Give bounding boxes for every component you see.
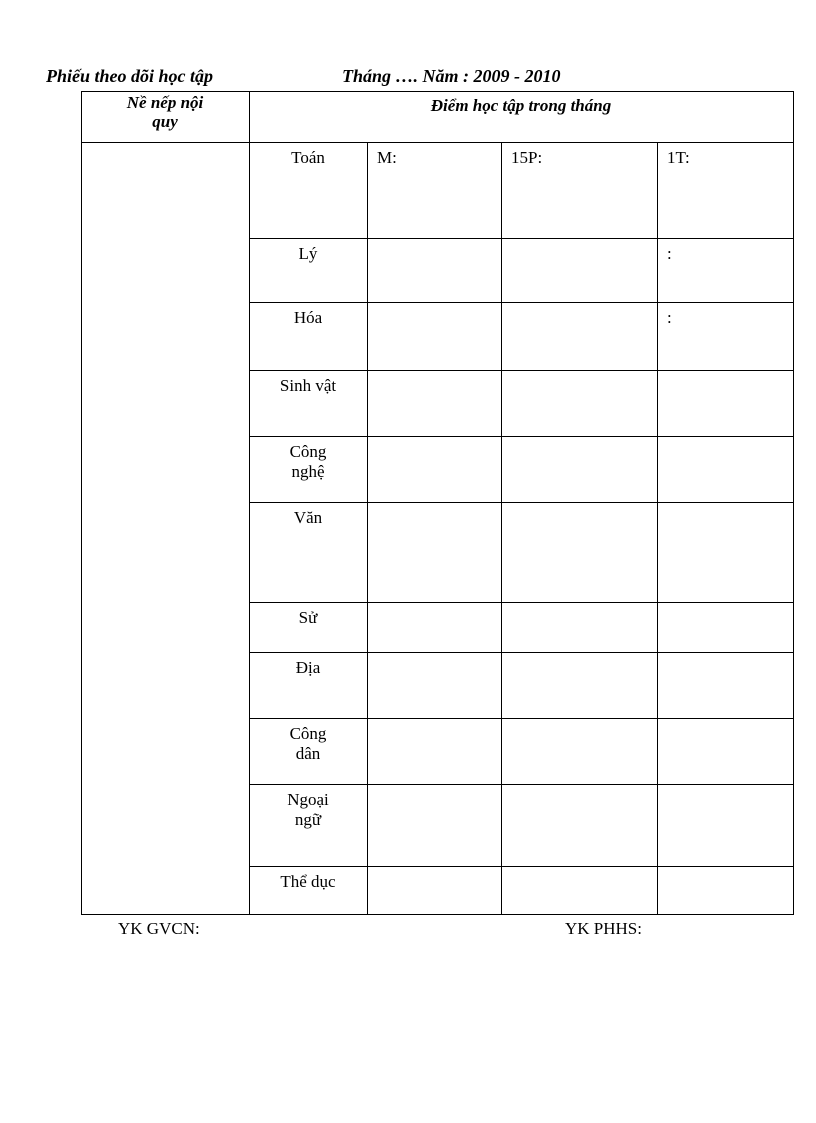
score-15p-cell[interactable] <box>511 308 655 368</box>
score-15p-cell[interactable] <box>511 608 655 650</box>
score-m-cell[interactable] <box>377 376 499 434</box>
score-1t-cell[interactable]: 1T: <box>667 148 690 167</box>
score-1t-cell[interactable]: : <box>667 244 672 263</box>
col2-header: Điểm học tập trong tháng <box>430 96 612 115</box>
subject-name <box>249 724 367 764</box>
table-row-divider <box>249 784 794 785</box>
score-m-cell[interactable] <box>377 442 499 500</box>
score-15p-cell[interactable] <box>511 376 655 434</box>
footer-phhs: YK PHHS: <box>565 919 642 938</box>
score-1t-cell[interactable] <box>667 724 791 782</box>
subject-name <box>249 872 367 892</box>
score-15p-cell[interactable] <box>511 872 655 912</box>
score-m-cell[interactable]: M: <box>377 148 397 167</box>
score-1t-cell[interactable] <box>667 790 791 864</box>
table-row-divider <box>249 718 794 719</box>
subject-name <box>249 658 367 678</box>
col1-header-line: Nề nếp nội <box>126 93 204 112</box>
subject-name <box>249 508 367 528</box>
score-15p-cell[interactable] <box>511 790 655 864</box>
score-15p-cell[interactable] <box>511 244 655 300</box>
subject-name-line: Hóa <box>293 308 323 327</box>
subject-name-line: Địa <box>295 658 321 677</box>
table-border-bottom <box>81 914 794 915</box>
subject-name-line: Thể dục <box>280 872 336 891</box>
score-m-cell[interactable] <box>377 508 499 600</box>
subject-name <box>249 148 367 168</box>
subject-name-line: Toán <box>291 148 325 167</box>
table-divider-col2 <box>367 142 368 915</box>
table-row-divider <box>249 436 794 437</box>
subject-name-line: Sinh vật <box>279 376 337 395</box>
subject-name-line: dân <box>295 744 321 763</box>
score-15p-cell[interactable] <box>511 724 655 782</box>
score-1t-cell[interactable]: : <box>667 308 672 327</box>
table-row-divider <box>249 602 794 603</box>
score-m-cell[interactable] <box>377 872 499 912</box>
subject-name <box>249 442 367 482</box>
score-15p-cell[interactable] <box>511 508 655 600</box>
score-15p-cell[interactable]: 15P: <box>511 148 543 167</box>
subject-name-line: Công <box>289 724 327 743</box>
score-m-cell[interactable] <box>377 724 499 782</box>
score-m-cell[interactable] <box>377 244 499 300</box>
score-m-cell[interactable] <box>377 608 499 650</box>
footer-gvcn: YK GVCN: <box>118 919 200 938</box>
score-15p-cell[interactable] <box>511 658 655 716</box>
subject-name-line: Ngoại <box>287 790 329 809</box>
subject-name-line: Lý <box>298 244 318 263</box>
col1-header <box>81 93 249 131</box>
subject-name-line: Sử <box>298 608 318 627</box>
table-row-divider <box>249 370 794 371</box>
table-border-right <box>793 91 794 915</box>
score-1t-cell[interactable] <box>667 442 791 500</box>
table-divider-col4 <box>657 142 658 915</box>
table-divider-col3 <box>501 142 502 915</box>
subject-name <box>249 790 367 830</box>
score-1t-cell[interactable] <box>667 376 791 434</box>
score-m-cell[interactable] <box>377 658 499 716</box>
subject-name-line: ngữ <box>294 810 322 829</box>
subject-name <box>249 244 367 264</box>
col1-header-line: quy <box>152 112 178 131</box>
table-row-divider <box>249 866 794 867</box>
header-right: Tháng …. Năm : 2009 - 2010 <box>342 66 561 86</box>
score-m-cell[interactable] <box>377 308 499 368</box>
score-1t-cell[interactable] <box>667 608 791 650</box>
score-1t-cell[interactable] <box>667 872 791 912</box>
table-header-divider <box>81 142 794 143</box>
score-m-cell[interactable] <box>377 790 499 864</box>
table-row-divider <box>249 302 794 303</box>
score-1t-cell[interactable] <box>667 508 791 600</box>
subject-name <box>249 308 367 328</box>
table-border-left <box>81 91 82 915</box>
header-left: Phiếu theo dõi học tập <box>46 66 214 86</box>
score-15p-cell[interactable] <box>511 442 655 500</box>
table-row-divider <box>249 652 794 653</box>
table-border-top <box>81 91 794 92</box>
subject-name-line: Công <box>289 442 327 461</box>
subject-name-line: nghệ <box>291 462 325 481</box>
table-row-divider <box>249 502 794 503</box>
subject-name-line: Văn <box>293 508 323 527</box>
score-1t-cell[interactable] <box>667 658 791 716</box>
subject-name <box>249 608 367 628</box>
table-row-divider <box>249 238 794 239</box>
subject-name <box>249 376 367 396</box>
